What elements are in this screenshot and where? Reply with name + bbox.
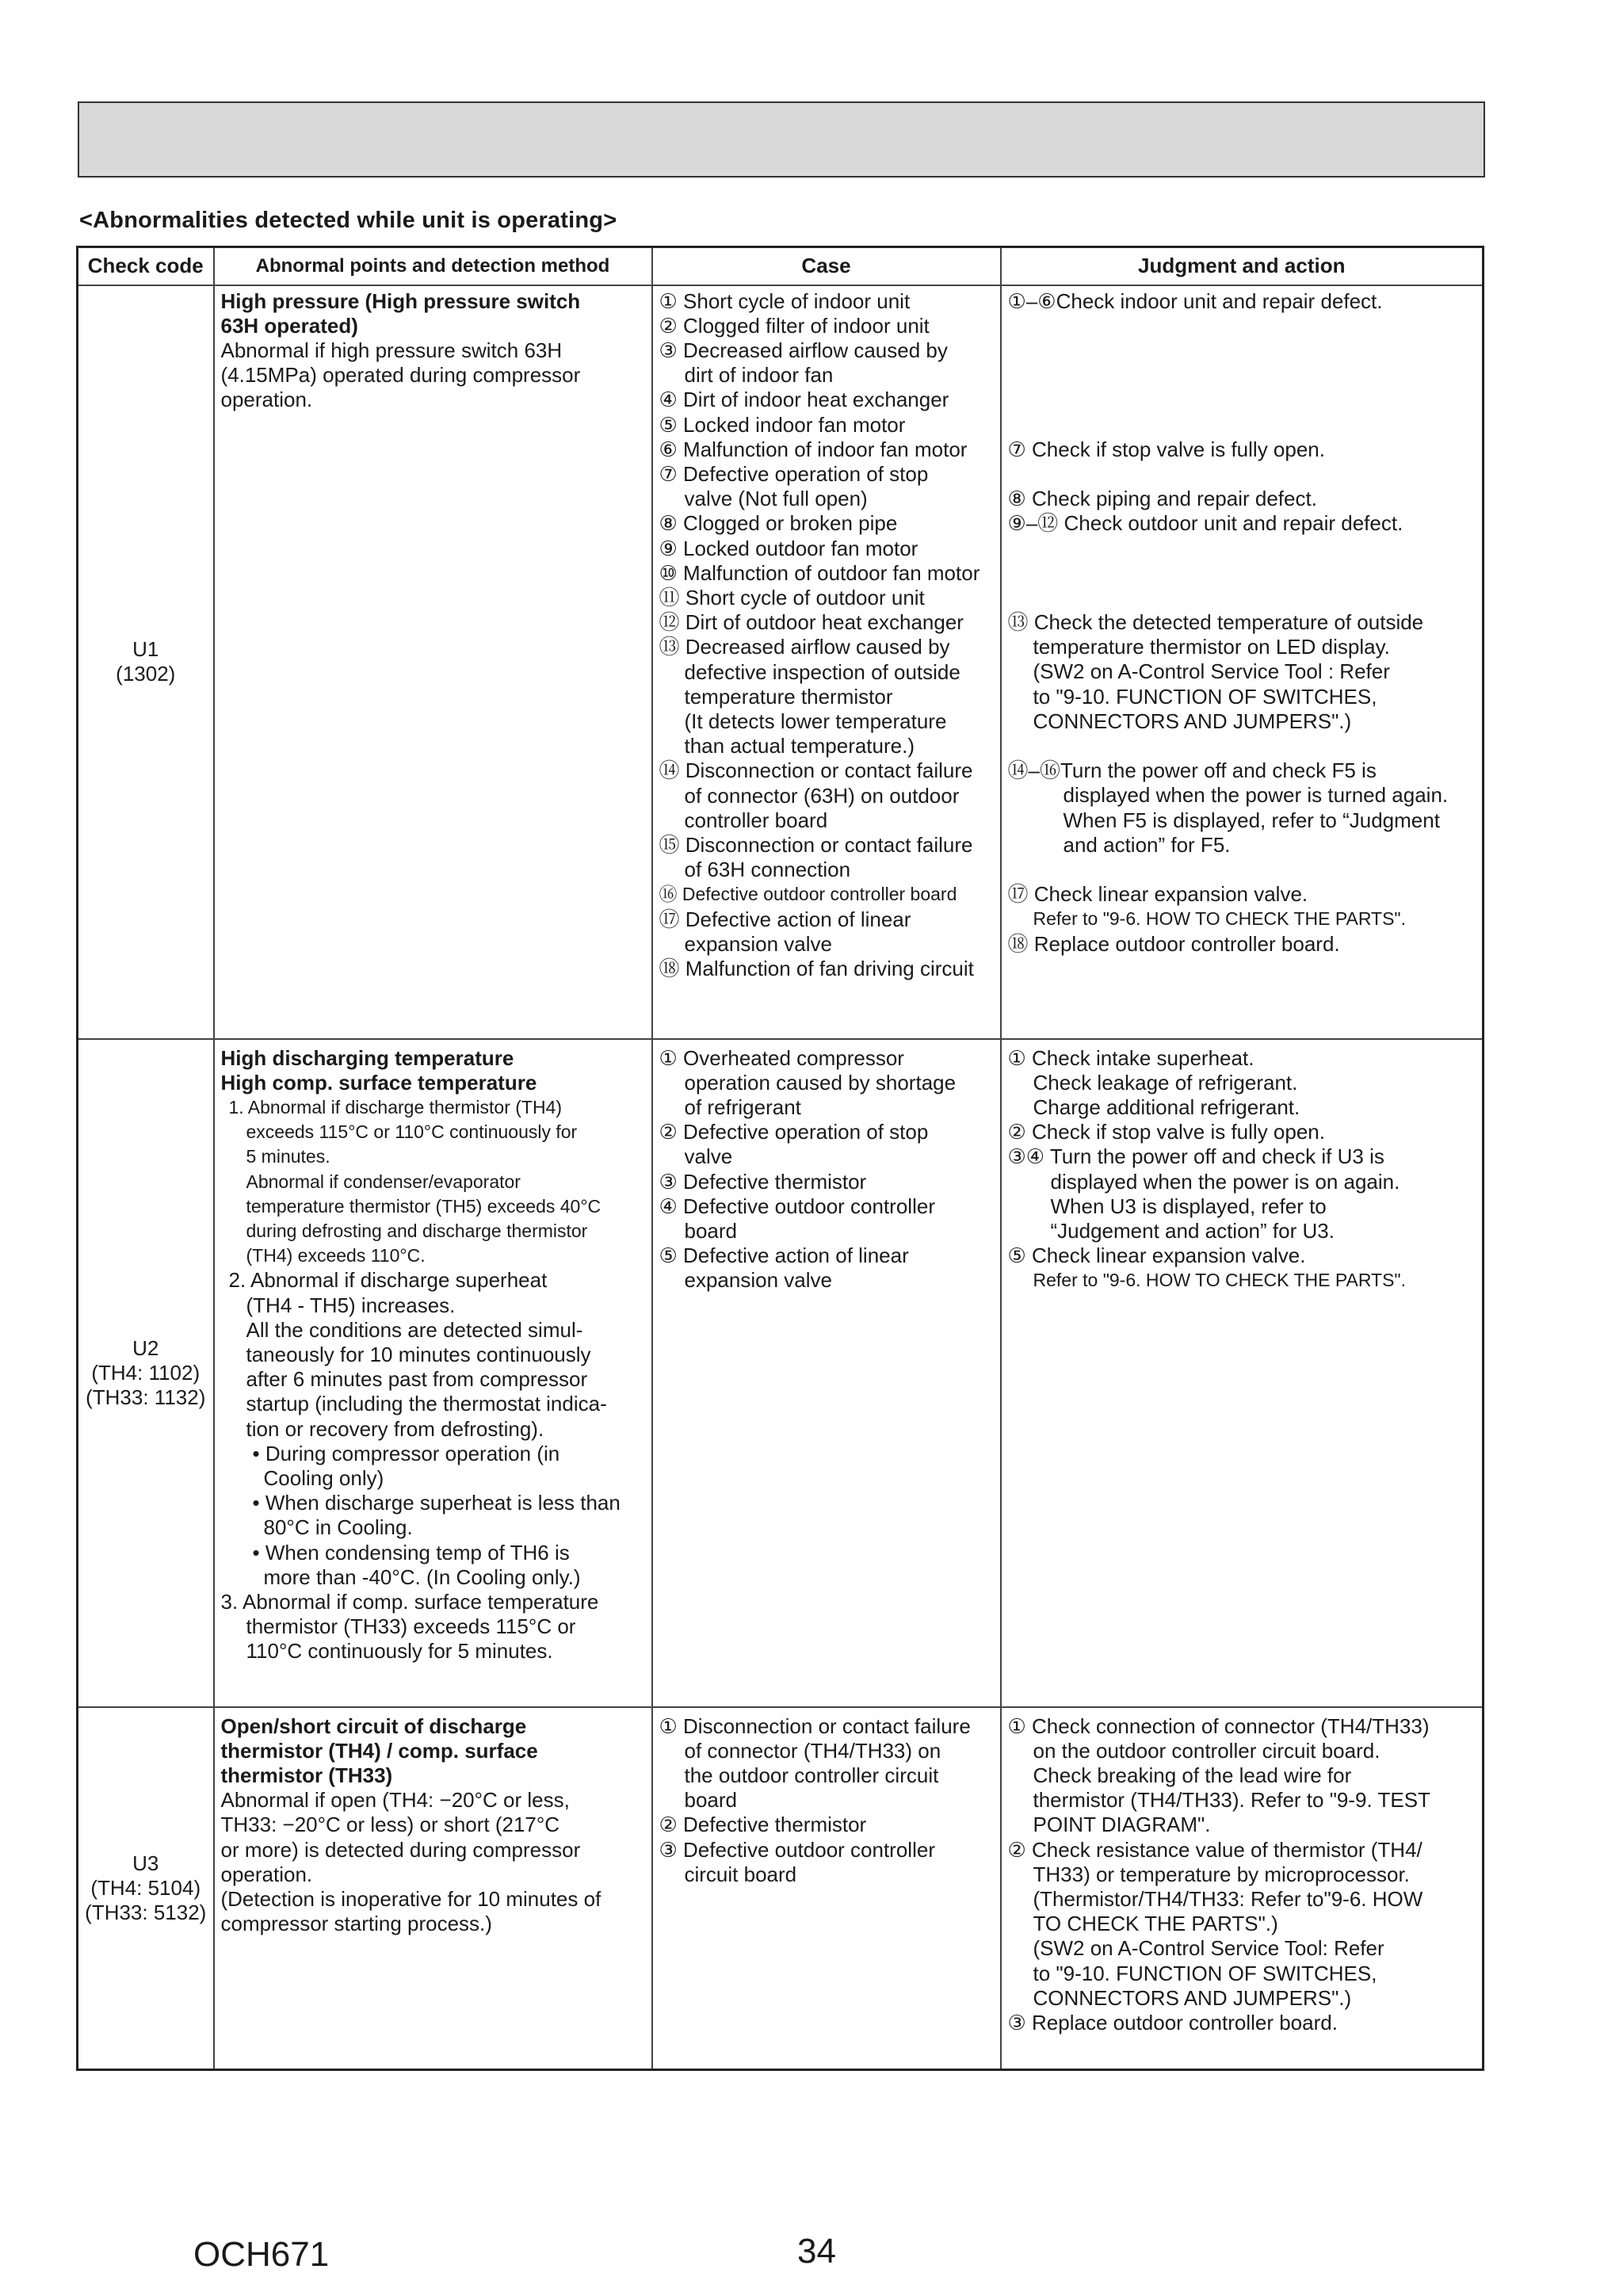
judgment-line: Check breaking of the lead wire for bbox=[1033, 1763, 1352, 1787]
footer-page-number: 34 bbox=[797, 2232, 836, 2271]
check-code-number: (1302) bbox=[116, 662, 176, 686]
judgment-line: ⑭–⑯Turn the power off and check F5 is bbox=[1007, 758, 1377, 783]
judgment-line: ⑰ Check linear expansion valve. bbox=[1007, 882, 1308, 907]
detection-line: 110°C continuously for 5 minutes. bbox=[246, 1639, 553, 1664]
detection-line: temperature thermistor (TH5) exceeds 40°C bbox=[246, 1195, 601, 1217]
case-line: ⑧ Clogged or broken pipe bbox=[659, 511, 898, 536]
detection-line: after 6 minutes past from compressor bbox=[246, 1367, 588, 1392]
detection-line: 1. Abnormal if discharge thermistor (TH4) bbox=[228, 1096, 563, 1117]
case-line: ⑭ Disconnection or contact failure bbox=[659, 758, 973, 783]
judgment-line: CONNECTORS AND JUMPERS".) bbox=[1033, 1985, 1352, 2010]
detection-line: 63H operated) bbox=[220, 313, 358, 338]
detection-line: operation. bbox=[220, 388, 313, 412]
detection-line: thermistor (TH33) bbox=[220, 1763, 393, 1787]
judgment-line: ② Check resistance value of thermistor (TH4/ bbox=[1007, 1837, 1423, 1862]
judgment-line: Refer to "9-6. HOW TO CHECK THE PARTS". bbox=[1033, 908, 1406, 930]
case-line: board bbox=[684, 1788, 737, 1813]
detection-line: thermistor (TH33) exceeds 115°C or bbox=[246, 1614, 576, 1639]
case-line: valve bbox=[684, 1144, 733, 1169]
detection-cell bbox=[214, 285, 652, 1039]
detection-line: (4.15MPa) operated during compressor bbox=[220, 363, 581, 388]
case-cell bbox=[652, 1707, 1001, 2070]
detection-line: All the conditions are detected simul- bbox=[246, 1317, 583, 1342]
judgment-line: Check leakage of refrigerant. bbox=[1033, 1070, 1298, 1095]
detection-line: (TH4 - TH5) increases. bbox=[246, 1293, 456, 1317]
judgment-line: TH33) or temperature by microprocessor. bbox=[1033, 1862, 1410, 1886]
detection-line: Abnormal if open (TH4: −20°C or less, bbox=[220, 1788, 570, 1813]
case-line: ④ Dirt of indoor heat exchanger bbox=[659, 388, 949, 412]
spacer bbox=[1008, 314, 1478, 338]
case-line: ③ Decreased airflow caused by bbox=[659, 338, 948, 362]
detection-cell bbox=[214, 1039, 652, 1707]
case-line: expansion valve bbox=[684, 931, 832, 956]
judgment-line: Charge additional refrigerant. bbox=[1033, 1095, 1300, 1119]
case-line: defective inspection of outside bbox=[684, 659, 960, 684]
judgment-line: When U3 is displayed, refer to bbox=[1050, 1194, 1327, 1218]
column-header-detection: Abnormal points and detection method bbox=[214, 247, 652, 285]
judgment-line: ①–⑥Check indoor unit and repair defect. bbox=[1007, 288, 1383, 313]
spacer bbox=[1008, 338, 1478, 363]
judgment-line: to "9-10. FUNCTION OF SWITCHES, bbox=[1033, 684, 1377, 709]
spacer bbox=[1008, 858, 1478, 882]
case-line: temperature thermistor bbox=[684, 684, 893, 709]
judgment-line: ③④ Turn the power off and check if U3 is bbox=[1007, 1144, 1384, 1169]
case-line: ⑨ Locked outdoor fan motor bbox=[659, 536, 918, 560]
case-line: ① Short cycle of indoor unit bbox=[659, 288, 911, 313]
judgment-line: displayed when the power is on again. bbox=[1050, 1169, 1400, 1194]
case-line: ② Clogged filter of indoor unit bbox=[659, 313, 930, 338]
judgment-line: ⑱ Replace outdoor controller board. bbox=[1007, 931, 1340, 956]
judgment-cell bbox=[1001, 1039, 1484, 1707]
column-header-judgment: Judgment and action bbox=[1001, 247, 1484, 285]
judgment-line: on the outdoor controller circuit board. bbox=[1033, 1738, 1381, 1763]
case-line: ① Overheated compressor bbox=[659, 1045, 904, 1070]
check-code: U1 bbox=[132, 637, 159, 661]
case-line: ④ Defective outdoor controller bbox=[659, 1194, 935, 1218]
judgment-line: “Judgement and action” for U3. bbox=[1050, 1218, 1335, 1243]
table-header-row bbox=[78, 247, 1484, 285]
judgment-line: TO CHECK THE PARTS".) bbox=[1033, 1912, 1278, 1936]
case-line: ⑱ Malfunction of fan driving circuit bbox=[659, 956, 974, 980]
judgment-line: ① Check intake superheat. bbox=[1007, 1045, 1254, 1070]
case-line: ⑯ Defective outdoor controller board bbox=[659, 884, 957, 905]
detection-line: during defrosting and discharge thermistor bbox=[246, 1220, 588, 1241]
case-line: ⑪ Short cycle of outdoor unit bbox=[659, 585, 925, 609]
detection-line: 3. Abnormal if comp. surface temperature bbox=[220, 1589, 599, 1614]
judgment-line: ⑧ Check piping and repair defect. bbox=[1007, 487, 1317, 511]
abnormality-table bbox=[76, 246, 1484, 2071]
judgment-line: to "9-10. FUNCTION OF SWITCHES, bbox=[1033, 1961, 1377, 1985]
detection-line: compressor starting process.) bbox=[220, 1912, 492, 1936]
detection-line: Cooling only) bbox=[263, 1465, 384, 1490]
case-line: ③ Defective thermistor bbox=[659, 1169, 867, 1194]
judgment-line: (SW2 on A-Control Service Tool: Refer bbox=[1033, 1936, 1384, 1961]
case-line: ⑬ Decreased airflow caused by bbox=[659, 635, 950, 659]
case-line: (It detects lower temperature bbox=[684, 709, 947, 733]
detection-line: • When discharge superheat is less than bbox=[252, 1491, 621, 1515]
check-code: U2 bbox=[132, 1335, 159, 1360]
case-line: dirt of indoor fan bbox=[684, 363, 834, 388]
judgment-line: CONNECTORS AND JUMPERS".) bbox=[1033, 709, 1352, 733]
detection-line: tion or recovery from defrosting). bbox=[246, 1416, 544, 1441]
check-code-number: (TH4: 5104) bbox=[90, 1875, 201, 1900]
detection-line: • When condensing temp of TH6 is bbox=[252, 1540, 570, 1564]
judgment-line: ⑬ Check the detected temperature of outside bbox=[1007, 610, 1424, 634]
case-line: ② Defective operation of stop bbox=[659, 1120, 929, 1144]
check-code-number: (TH4: 1102) bbox=[91, 1360, 200, 1385]
detection-line: TH33: −20°C or less) or short (217°C bbox=[220, 1813, 560, 1837]
table-row-u3 bbox=[78, 1707, 1484, 2070]
judgment-line: temperature thermistor on LED display. bbox=[1033, 635, 1390, 659]
judgment-cell bbox=[1001, 1707, 1484, 2070]
judgment-line: and action” for F5. bbox=[1063, 832, 1231, 857]
case-line: ⑤ Defective action of linear bbox=[659, 1244, 909, 1268]
table-row-u1 bbox=[78, 285, 1484, 1039]
detection-line: more than -40°C. (In Cooling only.) bbox=[263, 1564, 581, 1589]
detection-line: taneously for 10 minutes continuously bbox=[246, 1342, 591, 1366]
detection-line: Abnormal if high pressure switch 63H bbox=[220, 338, 563, 362]
column-header-case: Case bbox=[652, 247, 1001, 285]
detection-line: startup (including the thermostat indica- bbox=[246, 1392, 607, 1416]
spacer bbox=[1008, 561, 1478, 586]
case-line: ⑩ Malfunction of outdoor fan motor bbox=[659, 560, 980, 585]
case-line: ⑰ Defective action of linear bbox=[659, 907, 911, 931]
judgment-line: POINT DIAGRAM". bbox=[1033, 1813, 1211, 1837]
detection-line: • During compressor operation (in bbox=[252, 1441, 560, 1465]
column-header-check-code: Check code bbox=[78, 247, 214, 285]
spacer bbox=[1008, 586, 1478, 610]
detection-line: Open/short circuit of discharge bbox=[220, 1713, 527, 1738]
case-line: controller board bbox=[684, 808, 828, 832]
check-code: U3 bbox=[132, 1851, 159, 1875]
judgment-line: ③ Replace outdoor controller board. bbox=[1007, 2010, 1338, 2034]
case-line: ⑤ Locked indoor fan motor bbox=[659, 412, 906, 437]
detection-line: (TH4) exceeds 110°C. bbox=[246, 1245, 426, 1266]
detection-line: 2. Abnormal if discharge superheat bbox=[228, 1268, 548, 1293]
header-bar bbox=[78, 101, 1485, 178]
detection-line: Abnormal if condenser/evaporator bbox=[246, 1171, 521, 1192]
check-code-cell bbox=[78, 285, 214, 1039]
detection-line: thermistor (TH4) / comp. surface bbox=[220, 1738, 538, 1763]
detection-line: (Detection is inoperative for 10 minutes of bbox=[220, 1886, 601, 1911]
judgment-line: ⑨–⑫ Check outdoor unit and repair defect. bbox=[1007, 511, 1403, 536]
detection-line: operation. bbox=[220, 1862, 313, 1886]
case-line: ⑥ Malfunction of indoor fan motor bbox=[659, 437, 968, 461]
judgment-line: (SW2 on A-Control Service Tool : Refer bbox=[1033, 659, 1390, 684]
case-line: circuit board bbox=[684, 1862, 797, 1886]
case-line: operation caused by shortage bbox=[684, 1070, 957, 1095]
section-title: <Abnormalities detected while unit is operating> bbox=[79, 208, 617, 233]
case-cell bbox=[652, 1039, 1001, 1707]
case-line: of connector (TH4/TH33) on bbox=[684, 1738, 941, 1763]
case-line: valve (Not full open) bbox=[684, 487, 868, 511]
detection-line: High comp. surface temperature bbox=[220, 1070, 537, 1095]
check-code-number: (TH33: 1132) bbox=[86, 1385, 206, 1409]
detection-cell bbox=[214, 1707, 652, 2070]
judgment-line: (Thermistor/TH4/TH33: Refer to"9-6. HOW bbox=[1033, 1886, 1423, 1911]
detection-line: 5 minutes. bbox=[246, 1146, 330, 1167]
judgment-line: thermistor (TH4/TH33). Refer to "9-9. TEST bbox=[1033, 1788, 1430, 1813]
case-line: board bbox=[684, 1218, 737, 1243]
case-line: ① Disconnection or contact failure bbox=[659, 1713, 971, 1738]
case-line: ② Defective thermistor bbox=[659, 1813, 867, 1837]
check-code-cell bbox=[78, 1039, 214, 1707]
case-line: of connector (63H) on outdoor bbox=[684, 783, 960, 808]
detection-line: exceeds 115°C or 110°C continuously for bbox=[246, 1121, 578, 1143]
table-row-u2 bbox=[78, 1039, 1484, 1707]
spacer bbox=[1008, 363, 1478, 388]
case-line: the outdoor controller circuit bbox=[684, 1763, 939, 1787]
case-line: ⑫ Dirt of outdoor heat exchanger bbox=[659, 610, 964, 635]
spacer bbox=[1008, 734, 1478, 758]
case-line: of refrigerant bbox=[684, 1095, 801, 1119]
case-line: ⑮ Disconnection or contact failure bbox=[659, 832, 973, 857]
case-line: ③ Defective outdoor controller bbox=[659, 1837, 935, 1862]
case-line: expansion valve bbox=[684, 1268, 832, 1293]
judgment-line: displayed when the power is turned again. bbox=[1063, 783, 1449, 808]
detection-line: or more) is detected during compressor bbox=[220, 1837, 581, 1862]
judgment-line: ② Check if stop valve is fully open. bbox=[1007, 1120, 1325, 1144]
check-code-cell bbox=[78, 1707, 214, 2070]
case-line: ⑦ Defective operation of stop bbox=[659, 461, 929, 486]
detection-line: High discharging temperature bbox=[220, 1045, 514, 1070]
spacer bbox=[1008, 412, 1478, 437]
detection-line: 80°C in Cooling. bbox=[263, 1515, 413, 1540]
case-line: of 63H connection bbox=[684, 858, 851, 882]
spacer bbox=[1008, 388, 1478, 412]
judgment-cell bbox=[1001, 285, 1484, 1039]
judgment-line: ⑦ Check if stop valve is fully open. bbox=[1007, 437, 1325, 461]
detection-line: High pressure (High pressure switch bbox=[220, 288, 581, 313]
judgment-line: When F5 is displayed, refer to “Judgment bbox=[1063, 808, 1440, 832]
spacer bbox=[1008, 462, 1478, 487]
case-cell bbox=[652, 285, 1001, 1039]
case-line: than actual temperature.) bbox=[684, 734, 915, 758]
footer-model-number: OCH671 bbox=[193, 2235, 330, 2274]
judgment-line: ⑤ Check linear expansion valve. bbox=[1007, 1244, 1306, 1268]
spacer bbox=[1008, 536, 1478, 560]
judgment-line: Refer to "9-6. HOW TO CHECK THE PARTS". bbox=[1033, 1270, 1406, 1291]
check-code-number: (TH33: 5132) bbox=[85, 1900, 207, 1924]
judgment-line: ① Check connection of connector (TH4/TH33) bbox=[1007, 1713, 1430, 1738]
